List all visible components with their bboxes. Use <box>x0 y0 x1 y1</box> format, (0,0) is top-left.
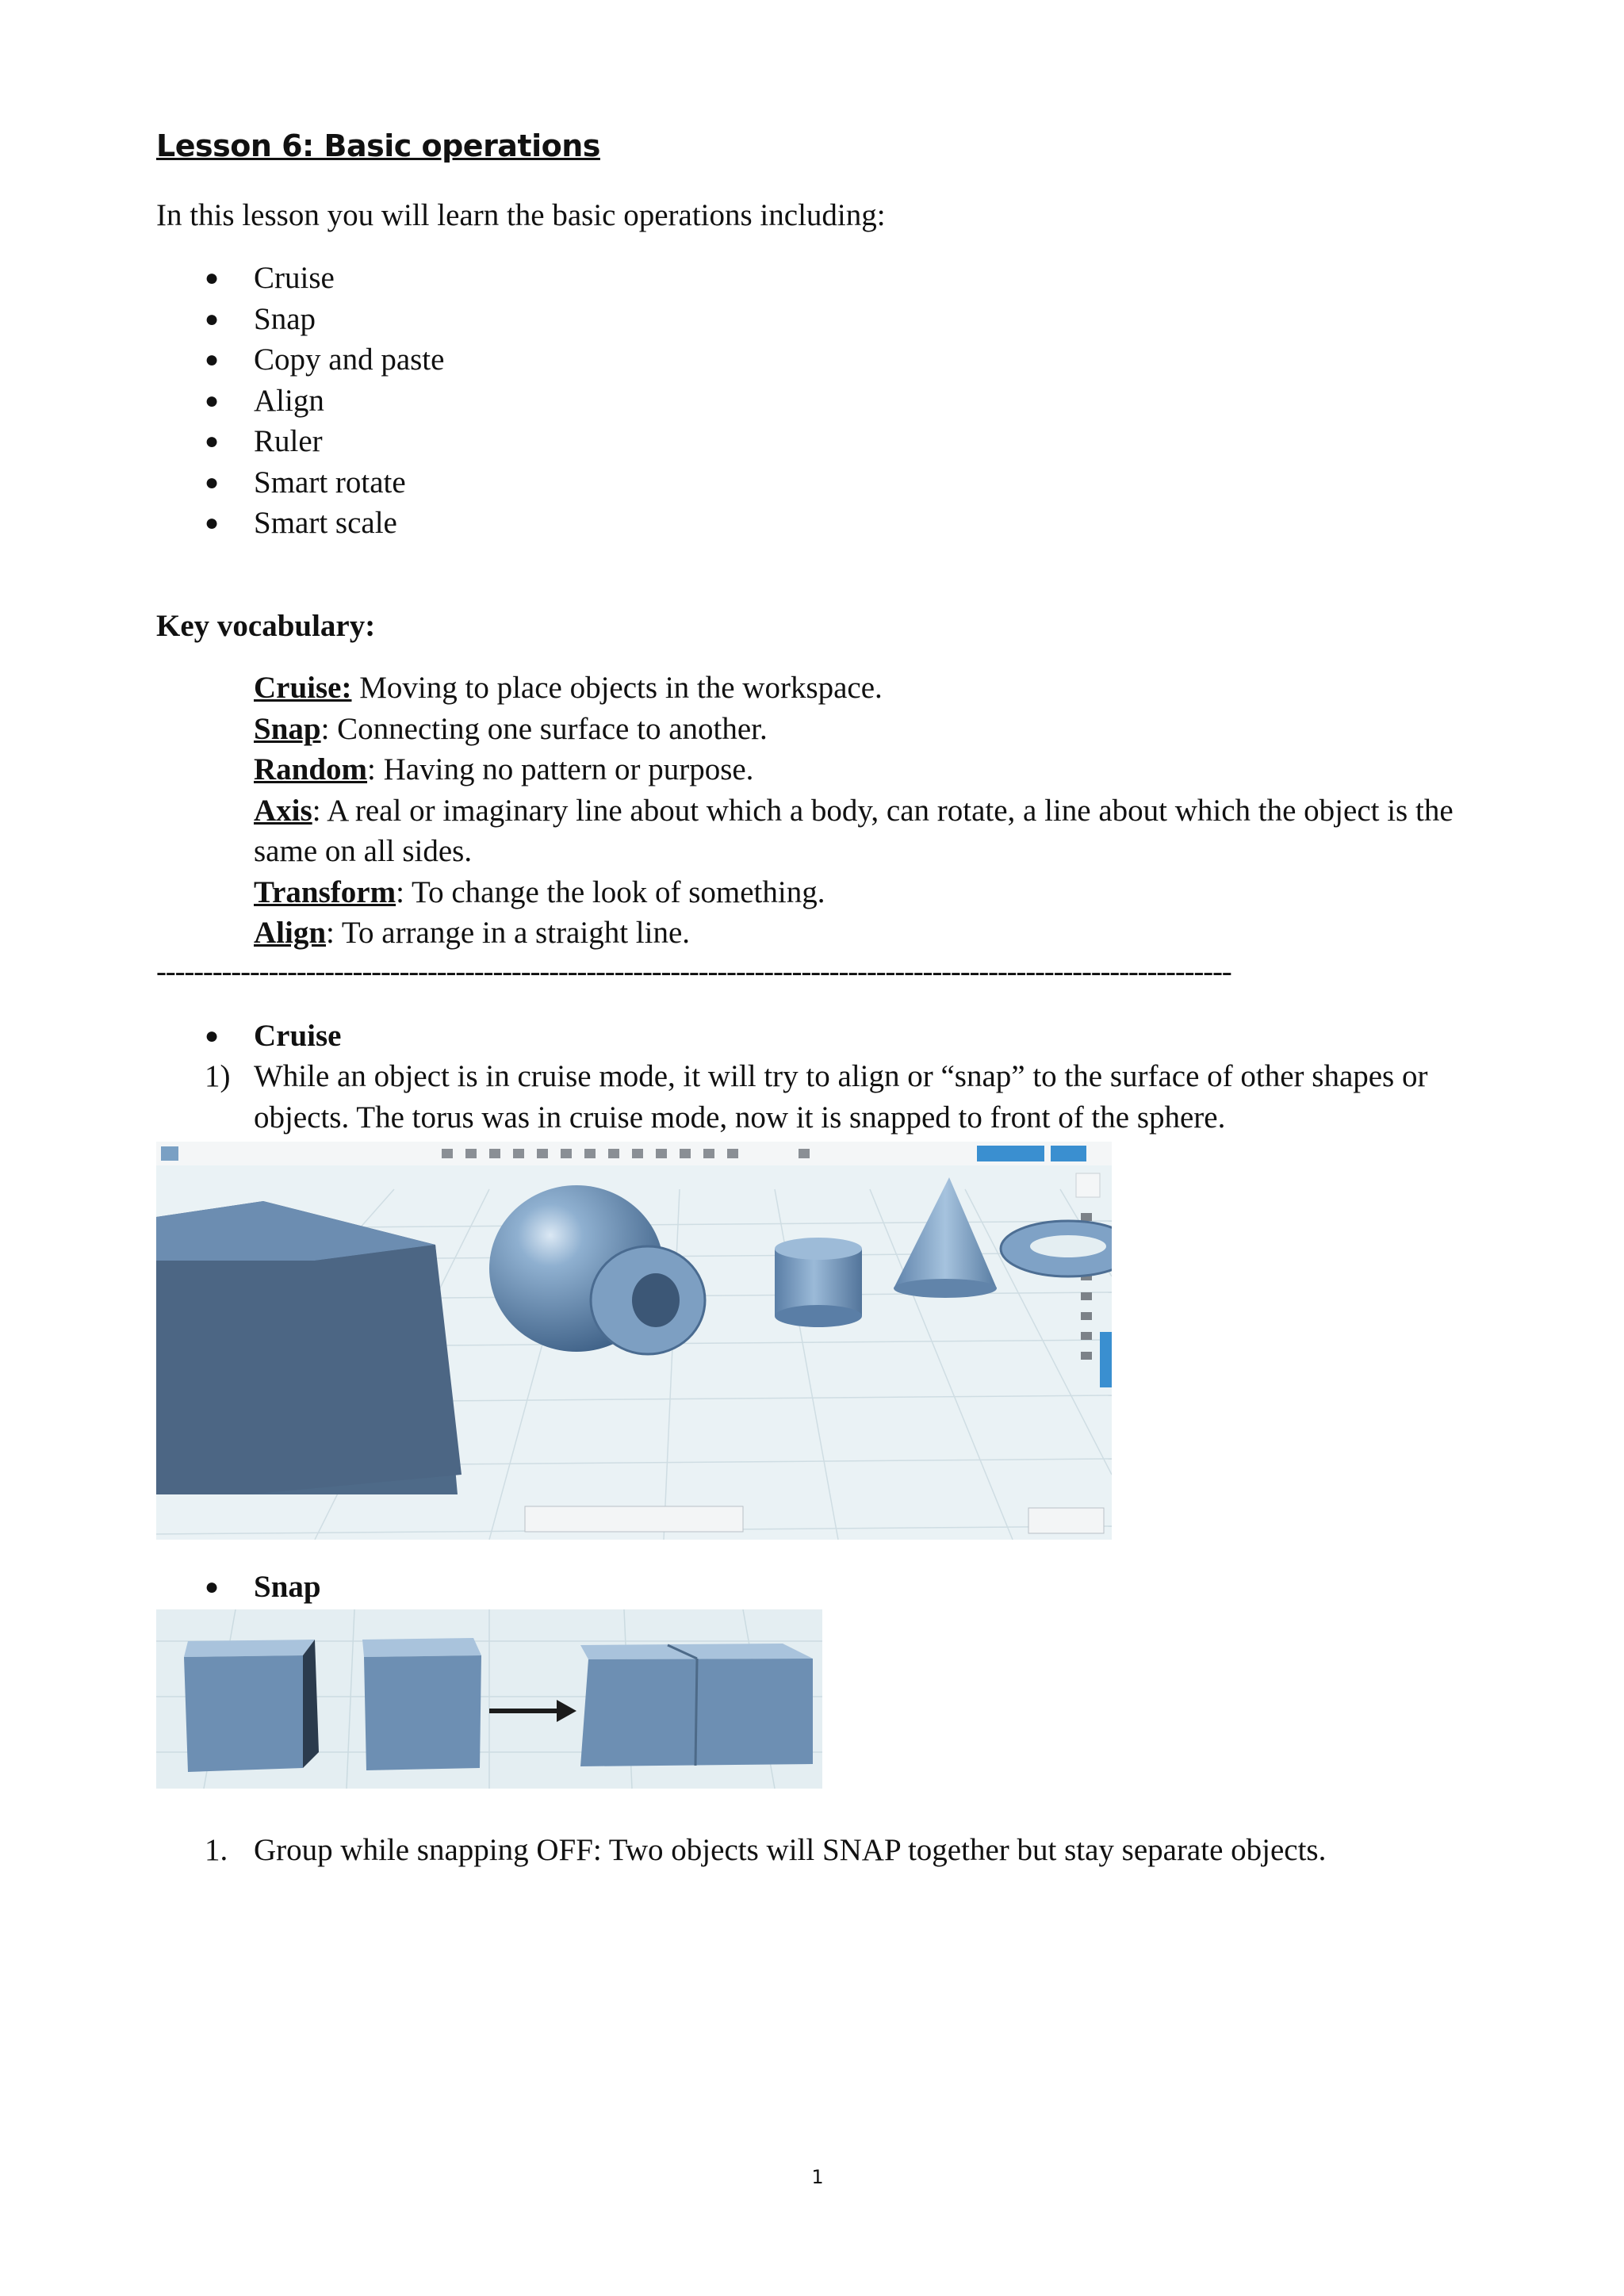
vocab-item <box>254 668 1475 709</box>
topic-item: ● Cruise <box>0 258 444 299</box>
vocab-term: Snap <box>254 711 321 746</box>
vocab-item <box>254 790 1475 872</box>
vocabulary-heading: Key vocabulary: <box>156 609 376 643</box>
cruise-scene-image <box>156 1142 1112 1540</box>
vocab-definition: : Having no pattern or purpose. <box>367 752 754 786</box>
cruise-step-number: 1) <box>205 1059 231 1093</box>
vocab-definition: : To change the look of something. <box>396 874 825 909</box>
vocab-definition: : A real or imaginary line about which a body, can rotate, a line about which the object is the same on all sides. <box>254 793 1454 868</box>
bullet-glyph: ● <box>205 1023 220 1049</box>
topic-item: ● Smart rotate <box>0 462 444 503</box>
topic-item: ● Copy and paste <box>0 339 444 381</box>
cruise-heading: Cruise <box>254 1019 342 1053</box>
vocab-definition: : Connecting one surface to another. <box>320 711 768 746</box>
bullet-glyph: ● <box>205 1574 220 1600</box>
vocab-item <box>254 872 1475 913</box>
snap-screenshot <box>156 1609 822 1789</box>
vocab-item <box>254 913 1475 954</box>
vocabulary-list <box>254 668 1475 954</box>
vocab-definition: : To arrange in a straight line. <box>326 916 691 950</box>
vocab-definition: Moving to place objects in the workspace. <box>351 671 883 705</box>
vocab-term: Random <box>254 752 368 786</box>
vocab-term: Axis <box>254 793 312 828</box>
snap-step-number: 1. <box>205 1833 228 1867</box>
cruise-step-text: While an object is in cruise mode, it will try to align or “snap” to the surface of other shapes or objects. The torus was in cruise mode, now it is snapped to front of the sphere. <box>254 1059 1428 1135</box>
vocab-term: Cruise: <box>254 671 352 705</box>
vocab-term: Align <box>254 916 327 950</box>
cruise-screenshot <box>156 1142 1112 1540</box>
vocab-item <box>254 749 1475 790</box>
topic-item: ● Smart scale <box>0 503 444 544</box>
intro-text: In this lesson you will learn the basic operations including: <box>156 198 886 232</box>
topic-item: ● Ruler <box>0 421 444 462</box>
topic-item: ● Snap <box>0 299 444 340</box>
lesson-title: Lesson 6: Basic operations <box>156 128 600 163</box>
snap-step-text: Group while snapping OFF: Two objects will SNAP together but stay separate objects. <box>254 1833 1327 1867</box>
vocab-term: Transform <box>254 874 396 909</box>
vocab-item <box>254 709 1475 750</box>
snap-diagram-image <box>156 1609 822 1789</box>
topic-item: ● Align <box>0 381 444 422</box>
topic-list <box>0 258 444 544</box>
snap-heading: Snap <box>254 1570 321 1604</box>
section-divider: ------------------------------------------------------------------------------------------------------------------- <box>156 955 1231 989</box>
page-number: 1 <box>811 2166 824 2188</box>
